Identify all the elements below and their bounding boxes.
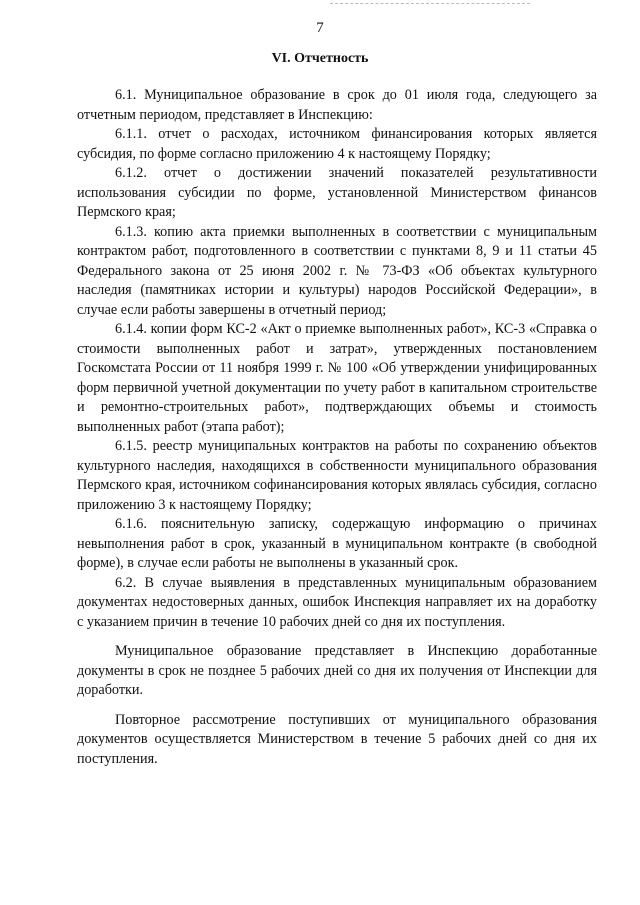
paragraph-6-1-5: 6.1.5. реестр муниципальных контрактов на работы по сохранению объектов культурного наследия, находящихся в собственности муниципального образования Пермского края, источником софинансирования которых являлась субсидия, согласно приложению 3 к настоящему Порядку;	[77, 438, 597, 513]
paragraph-6-1-1: 6.1.1. отчет о расходах, источником финансирования которых является субсидия, по форме согласно приложению 4 к настоящему Порядку;	[77, 126, 597, 162]
paragraph-6-1: 6.1. Муниципальное образование в срок до 01 июля года, следующего за отчетным периодом, представляет в Инспекцию:	[77, 87, 597, 123]
paragraph-6-1-6: 6.1.6. пояснительную записку, содержащую информацию о причинах невыполнения работ в срок, указанный в муниципальном контракте (в свободной форме), в случае если работы не выполнены в указанный срок.	[77, 516, 597, 571]
paragraph-6-1-3: 6.1.3. копию акта приемки выполненных в соответствии с муниципальным контрактом работ, подготовленного в соответствии с пунктами 8, 9 и 11 статьи 45 Федерального закона от 25 июня 2002 г. № 73-ФЗ «Об объектах культурного наследия (памятниках истории и культуры) народов Российской Федерации», в случае если работы завершены в отчетный период;	[77, 223, 597, 318]
paragraph-resubmission: Муниципальное образование представляет в Инспекцию доработанные документы в срок не позднее 5 рабочих дней со дня их получения от Инспекции для доработки.	[77, 643, 597, 698]
paragraph-6-2: 6.2. В случае выявления в представленных муниципальным образованием документах недостоверных данных, ошибок Инспекция направляет их на доработку с указанием причин в течение 10 рабочих дней со дня их поступления.	[77, 574, 597, 630]
document-body	[77, 86, 597, 779]
section-title: VI. Отчетность	[271, 51, 369, 66]
page-number: 7	[316, 20, 324, 36]
scan-edge-line	[330, 3, 530, 5]
paragraph-6-1-4: 6.1.4. копии форм КС-2 «Акт о приемке выполненных работ», КС-3 «Справка о стоимости выполненных работ и затрат», утвержденных постановлением Госкомстата России от 11 ноября 1999 г. № 100 «Об утверждении унифицированных форм первичной учетной документации по учету работ в капитальном строительстве и ремонтно-строительных работ», подтверждающих объемы и стоимость выполненных работ (этапа работ);	[77, 321, 597, 435]
paragraph-review: Повторное рассмотрение поступивших от муниципального образования документов осуществляется Министерством в течение 5 рабочих дней со дня их поступления.	[77, 711, 597, 767]
paragraph-6-1-2: 6.1.2. отчет о достижении значений показателей результативности использования субсидии по форме, установленной Министерством финансов Пермского края;	[77, 165, 597, 220]
